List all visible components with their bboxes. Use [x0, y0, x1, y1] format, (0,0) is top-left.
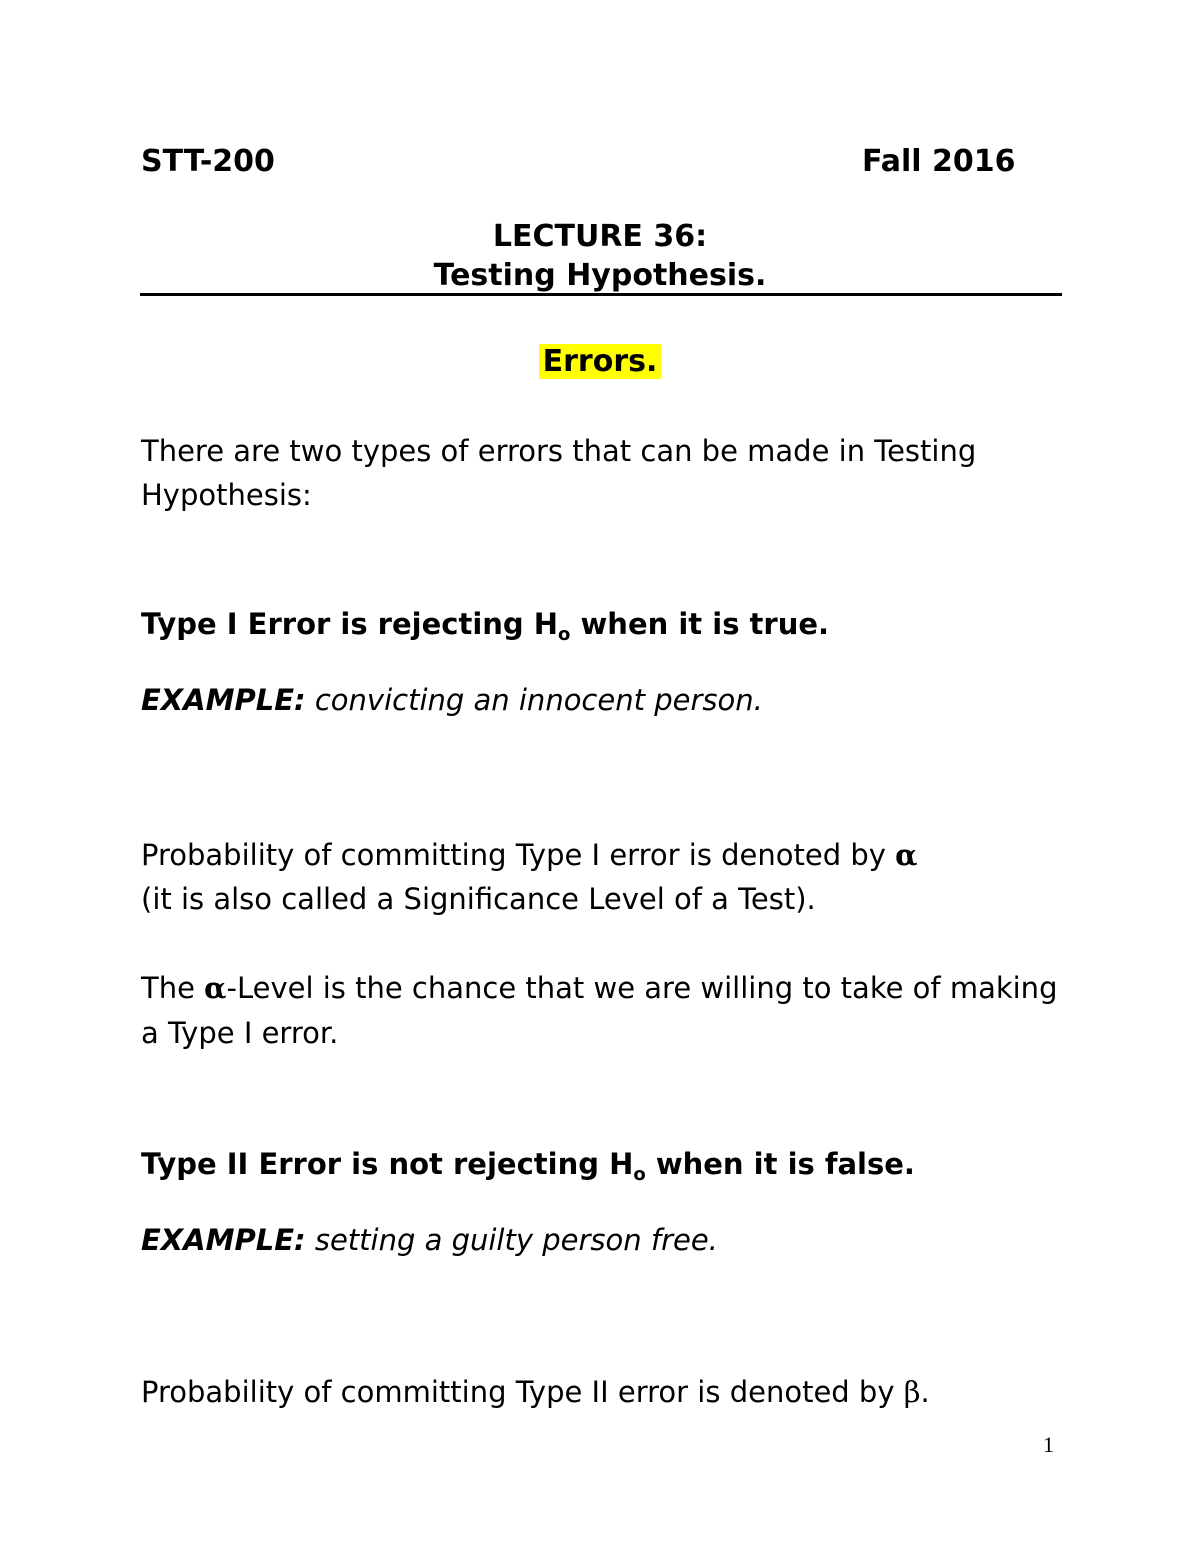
type1-definition — [141, 606, 830, 645]
type1-example-label: EXAMPLE: — [141, 683, 306, 717]
intro-line-1: There are two types of errors that can be made in Testing — [141, 434, 977, 468]
type2-example-text: setting a guilty person free. — [305, 1223, 718, 1257]
type1-example-text: convicting an innocent person. — [305, 683, 763, 717]
intro-line-2: Hypothesis: — [141, 478, 312, 512]
type2-definition-post: when it is false. — [645, 1147, 915, 1181]
type2-example-label: EXAMPLE: — [141, 1223, 306, 1257]
type2-definition-pre: Type II Error is not rejecting H — [141, 1147, 634, 1181]
type2-probability-text: Probability of committing Type II error is denoted by — [141, 1375, 904, 1409]
type1-probability-note: (it is also called a Significance Level of a Test). — [141, 882, 816, 916]
term-label: Fall 2016 — [862, 144, 1016, 179]
alpha-level-line-2: a Type I error. — [141, 1016, 339, 1050]
alpha-level-post: -Level is the chance that we are willing to take of making — [226, 971, 1058, 1005]
type1-definition-post: when it is true. — [570, 607, 830, 641]
page-number: 1 — [1043, 1432, 1054, 1457]
course-code: STT-200 — [141, 144, 275, 179]
alpha-level-pre: The — [141, 971, 205, 1005]
section-heading — [0, 344, 1200, 380]
type2-probability — [141, 1374, 930, 1410]
alpha-symbol: α — [895, 838, 918, 872]
type1-probability — [141, 837, 917, 873]
beta-symbol: β — [903, 1375, 921, 1409]
title-divider — [140, 293, 1062, 296]
lecture-number: LECTURE 36: — [492, 219, 708, 254]
lecture-topic: Testing Hypothesis. — [433, 258, 767, 293]
type2-example — [141, 1222, 718, 1258]
type1-probability-text: Probability of committing Type I error is denoted by — [141, 838, 896, 872]
section-heading-text: Errors. — [539, 344, 662, 379]
type2-definition — [141, 1146, 915, 1185]
alpha-level-symbol: α — [204, 971, 227, 1005]
type2-h-subscript: o — [633, 1164, 646, 1185]
type1-definition-pre: Type I Error is rejecting H — [141, 607, 559, 641]
type1-h-subscript: o — [558, 624, 571, 645]
alpha-level-line-1 — [141, 970, 1057, 1006]
type1-example — [141, 682, 763, 718]
type2-probability-period: . — [920, 1375, 930, 1409]
